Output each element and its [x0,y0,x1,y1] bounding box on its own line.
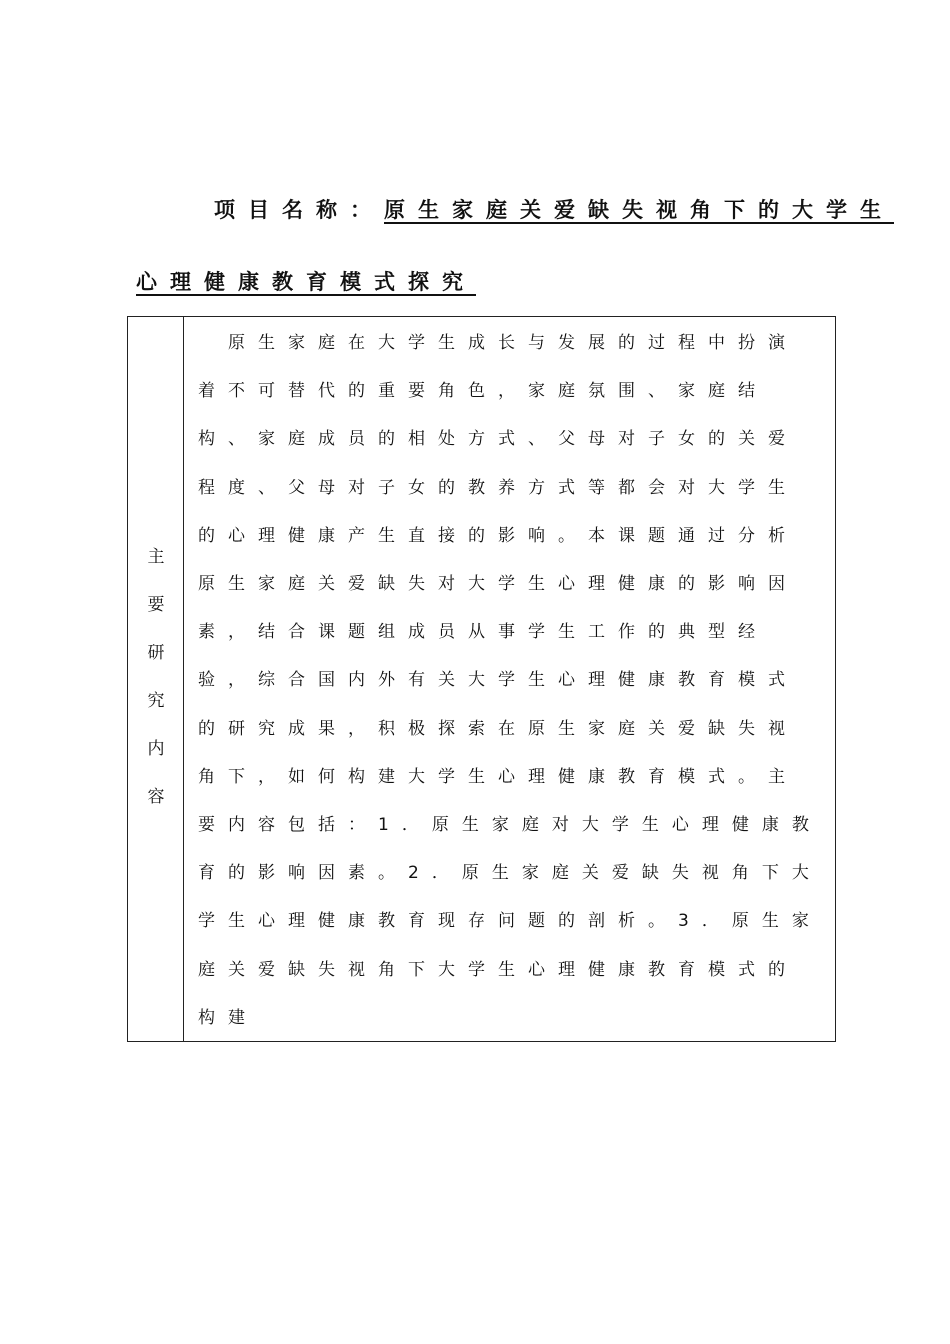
table-body-line: 庭关爱缺失视角下大学生心理健康教育模式的 [198,959,798,980]
table-body-line: 素，结合课题组成员从事学生工作的典型经 [198,622,768,643]
project-title-name-part1: 原生家庭关爱缺失视角下的大学生 [384,198,894,222]
project-title-line-2 [136,272,476,293]
table-body-line: 的研究成果，积极探索在原生家庭关爱缺失视 [198,718,798,739]
table-body-line: 要内容包括：1．原生家庭对大学生心理健康教 [198,815,822,835]
table-label-char: 研 [147,643,165,663]
table-body-line: 的心理健康产生直接的影响。本课题通过分析 [198,525,798,546]
table-body-line: 着不可替代的重要角色，家庭氛围、家庭结 [198,381,768,402]
project-title-name-part2: 心理健康教育模式探究 [136,270,476,294]
table-body-line: 构建 [198,1007,258,1028]
table-label-char: 究 [147,691,165,711]
table-body-line: 原生家庭关爱缺失对大学生心理健康的影响因 [198,574,798,594]
project-title-prefix: 项目名称： [214,198,384,222]
table-body-line: 育的影响因素。2．原生家庭关爱缺失视角下大 [198,863,822,884]
table-label-char: 要 [147,595,165,615]
table-label-text [140,549,172,839]
table-label-char: 主 [147,547,165,567]
table-body-line: 角下，如何构建大学生心理健康教育模式。主 [198,766,798,787]
research-content-table [127,316,836,1042]
table-body-line: 原生家庭在大学生成长与发展的过程中扮演 [198,333,798,353]
table-body-line: 程度、父母对子女的教养方式等都会对大学生 [198,477,798,498]
table-label-char: 容 [147,787,165,807]
table-label-cell [128,317,184,1041]
table-body-line: 验，综合国内外有关大学生心理健康教育模式 [198,670,798,691]
table-body-line: 学生心理健康教育现存问题的剖析。3．原生家 [198,911,822,932]
table-label-char: 内 [147,739,165,759]
project-title-line-1 [214,200,894,221]
table-body-line: 构、家庭成员的相处方式、父母对子女的关爱 [198,429,798,450]
